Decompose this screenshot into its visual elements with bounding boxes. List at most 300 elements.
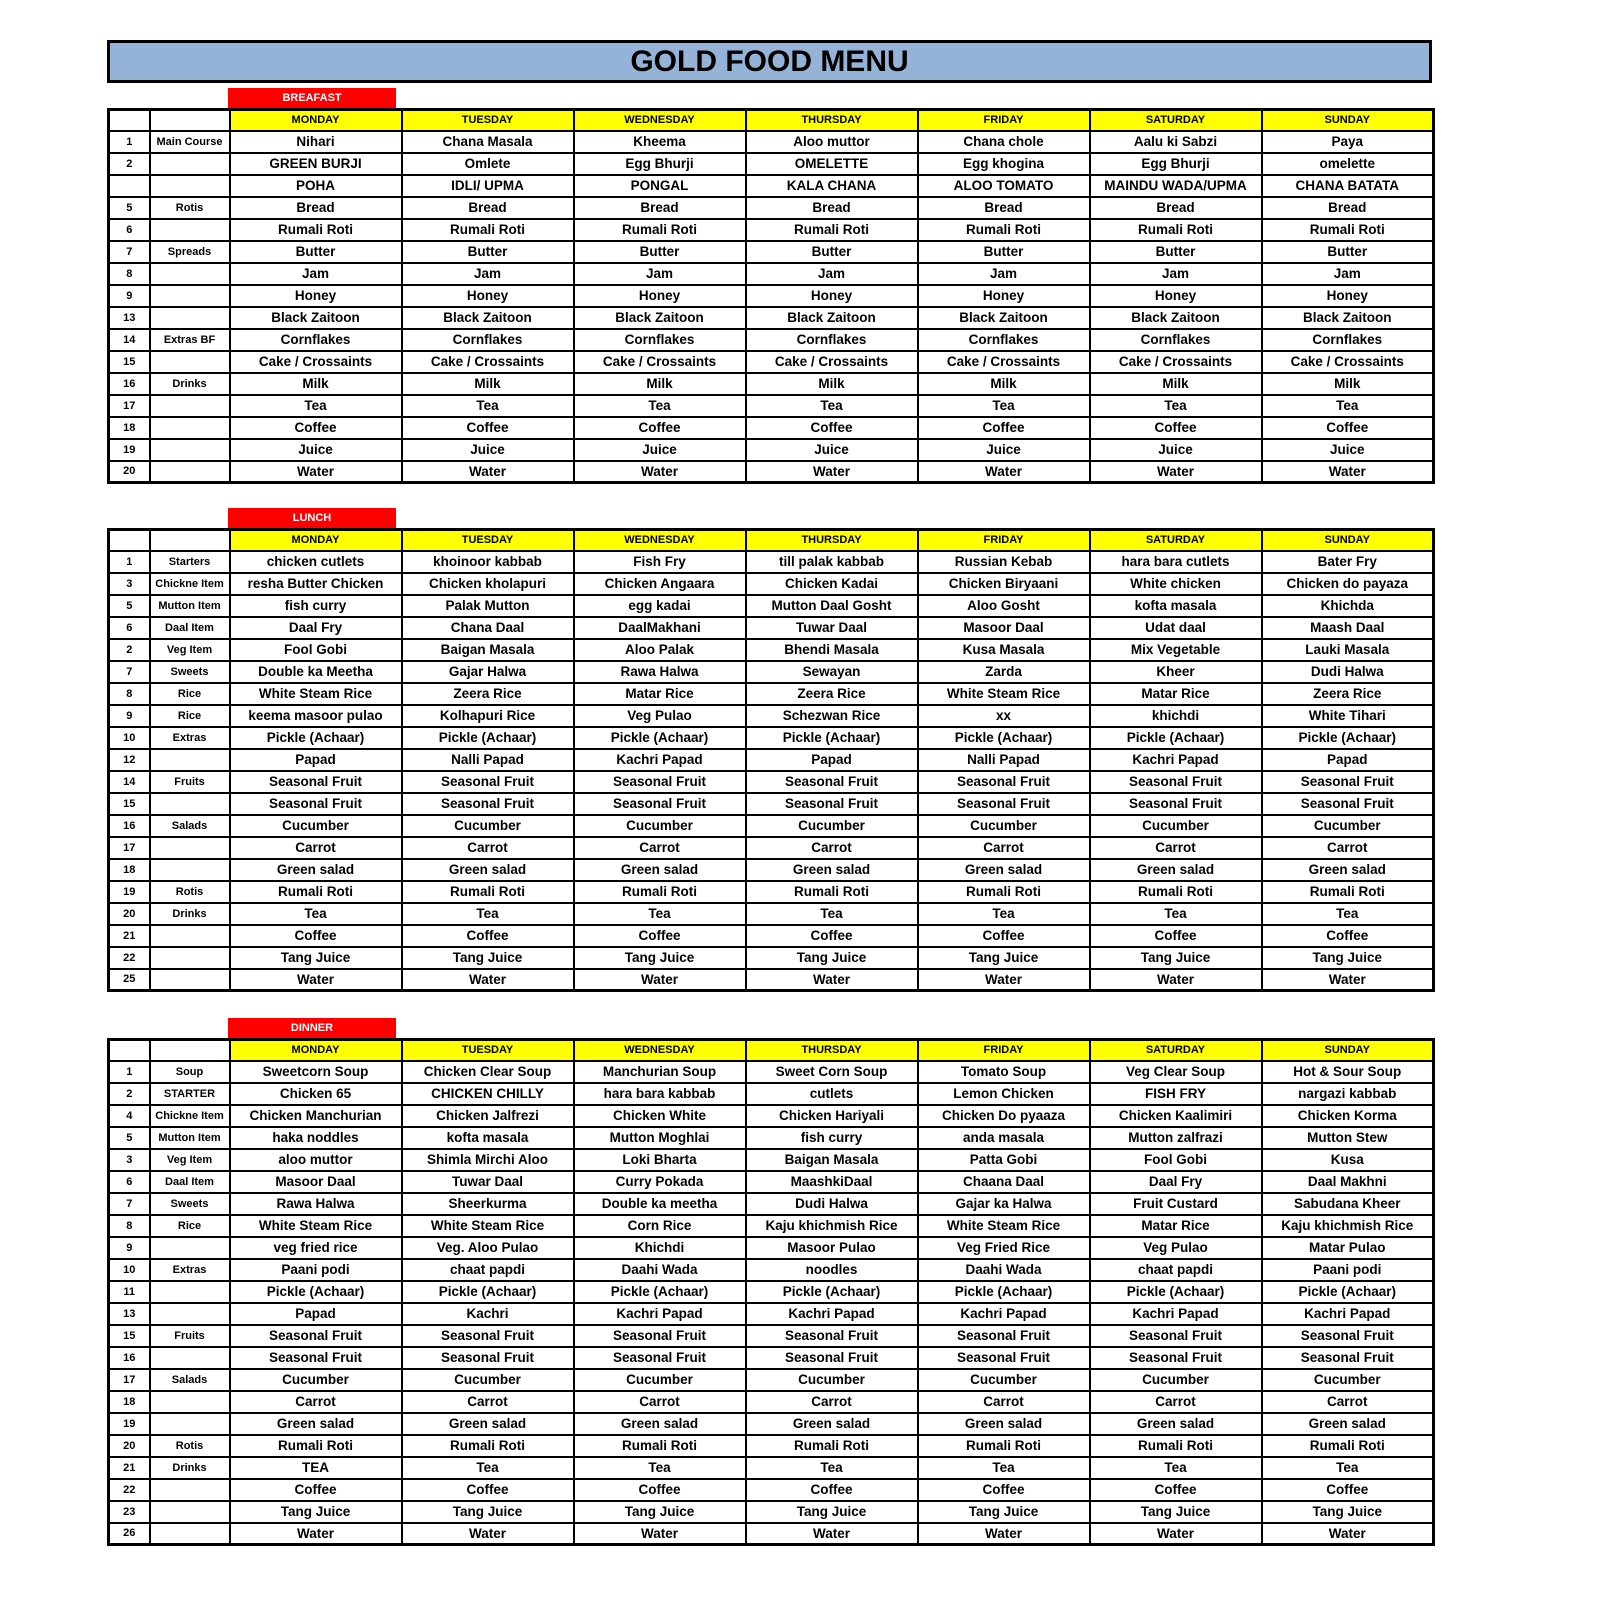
menu-item-cell-thursday: till palak kabbab	[746, 551, 918, 573]
menu-item-cell-saturday: Seasonal Fruit	[1090, 771, 1262, 793]
lunch-header-row	[109, 530, 1434, 551]
row-number-cell: 4	[109, 1105, 150, 1127]
row-number-cell: 10	[109, 1259, 150, 1281]
menu-item-cell-sunday: Carrot	[1262, 837, 1434, 859]
category-cell: Veg Item	[150, 1149, 230, 1171]
menu-item-cell-thursday: Kachri Papad	[746, 1303, 918, 1325]
row-number-cell: 25	[109, 969, 150, 991]
menu-item-cell-thursday: Seasonal Fruit	[746, 1347, 918, 1369]
menu-item-cell-friday: Chaana Daal	[918, 1171, 1090, 1193]
day-header-thursday: THURSDAY	[746, 110, 918, 131]
menu-row	[109, 329, 1434, 351]
menu-item-cell-saturday: Seasonal Fruit	[1090, 793, 1262, 815]
menu-item-cell-wednesday: Rumali Roti	[574, 881, 746, 903]
menu-item-cell-monday: Rawa Halwa	[230, 1193, 402, 1215]
menu-item-cell-wednesday: Cornflakes	[574, 329, 746, 351]
menu-item-cell-tuesday: Pickle (Achaar)	[402, 727, 574, 749]
menu-item-cell-sunday: Matar Pulao	[1262, 1237, 1434, 1259]
menu-item-cell-monday: Coffee	[230, 1479, 402, 1501]
menu-row	[109, 793, 1434, 815]
menu-item-cell-friday: Pickle (Achaar)	[918, 727, 1090, 749]
menu-row	[109, 1215, 1434, 1237]
menu-item-cell-friday: Rumali Roti	[918, 219, 1090, 241]
menu-item-cell-sunday: Tea	[1262, 903, 1434, 925]
menu-item-cell-friday: Nalli Papad	[918, 749, 1090, 771]
menu-row	[109, 1457, 1434, 1479]
menu-item-cell-sunday: Carrot	[1262, 1391, 1434, 1413]
menu-item-cell-saturday: Rumali Roti	[1090, 881, 1262, 903]
menu-item-cell-saturday: Tea	[1090, 903, 1262, 925]
menu-row	[109, 1347, 1434, 1369]
menu-item-cell-monday: Cornflakes	[230, 329, 402, 351]
menu-item-cell-sunday: Kusa	[1262, 1149, 1434, 1171]
day-header-thursday: THURSDAY	[746, 1040, 918, 1061]
menu-item-cell-friday: Seasonal Fruit	[918, 1325, 1090, 1347]
category-cell: Drinks	[150, 1457, 230, 1479]
row-number-cell: 7	[109, 241, 150, 263]
menu-item-cell-friday: Rumali Roti	[918, 881, 1090, 903]
menu-row	[109, 1149, 1434, 1171]
menu-item-cell-wednesday: Bread	[574, 197, 746, 219]
menu-item-cell-thursday: Bhendi Masala	[746, 639, 918, 661]
menu-item-cell-tuesday: Shimla Mirchi Aloo	[402, 1149, 574, 1171]
menu-item-cell-monday: Water	[230, 969, 402, 991]
menu-item-cell-sunday: Lauki Masala	[1262, 639, 1434, 661]
menu-item-cell-tuesday: IDLI/ UPMA	[402, 175, 574, 197]
category-cell: Rice	[150, 1215, 230, 1237]
menu-item-cell-saturday: Seasonal Fruit	[1090, 1325, 1262, 1347]
menu-item-cell-sunday: Cake / Crossaints	[1262, 351, 1434, 373]
menu-item-cell-monday: Black Zaitoon	[230, 307, 402, 329]
menu-item-cell-tuesday: Juice	[402, 439, 574, 461]
menu-item-cell-saturday: Fool Gobi	[1090, 1149, 1262, 1171]
menu-item-cell-monday: Sweetcorn Soup	[230, 1061, 402, 1083]
menu-item-cell-tuesday: Butter	[402, 241, 574, 263]
row-number-cell: 15	[109, 793, 150, 815]
category-cell: Extras	[150, 1259, 230, 1281]
menu-item-cell-sunday: Daal Makhni	[1262, 1171, 1434, 1193]
menu-item-cell-monday: Bread	[230, 197, 402, 219]
row-number-cell: 1	[109, 551, 150, 573]
menu-item-cell-sunday: Seasonal Fruit	[1262, 771, 1434, 793]
menu-item-cell-thursday: Sweet Corn Soup	[746, 1061, 918, 1083]
menu-item-cell-sunday: Coffee	[1262, 925, 1434, 947]
menu-item-cell-friday: Cornflakes	[918, 329, 1090, 351]
menu-item-cell-friday: Juice	[918, 439, 1090, 461]
menu-item-cell-thursday: Papad	[746, 749, 918, 771]
menu-item-cell-wednesday: Rumali Roti	[574, 1435, 746, 1457]
row-number-cell: 18	[109, 1391, 150, 1413]
category-cell	[150, 859, 230, 881]
menu-item-cell-wednesday: hara bara kabbab	[574, 1083, 746, 1105]
row-number-cell: 19	[109, 881, 150, 903]
menu-item-cell-wednesday: DaalMakhani	[574, 617, 746, 639]
row-number-cell: 19	[109, 439, 150, 461]
menu-item-cell-thursday: Zeera Rice	[746, 683, 918, 705]
menu-item-cell-saturday: Udat daal	[1090, 617, 1262, 639]
menu-row	[109, 1501, 1434, 1523]
category-cell	[150, 1237, 230, 1259]
menu-row	[109, 1171, 1434, 1193]
menu-item-cell-sunday: CHANA BATATA	[1262, 175, 1434, 197]
menu-item-cell-saturday: Mix Vegetable	[1090, 639, 1262, 661]
dinner-header-row	[109, 1040, 1434, 1061]
category-cell	[150, 395, 230, 417]
breakfast-header-row	[109, 110, 1434, 131]
menu-item-cell-sunday: Hot & Sour Soup	[1262, 1061, 1434, 1083]
category-cell	[150, 947, 230, 969]
category-cell: Rotis	[150, 1435, 230, 1457]
menu-item-cell-tuesday: Rumali Roti	[402, 219, 574, 241]
category-cell	[150, 219, 230, 241]
menu-item-cell-wednesday: Tea	[574, 903, 746, 925]
menu-item-cell-friday: Kachri Papad	[918, 1303, 1090, 1325]
breakfast-table	[107, 108, 1435, 484]
category-cell: Rice	[150, 705, 230, 727]
row-number-cell: 2	[109, 1083, 150, 1105]
menu-item-cell-thursday: Seasonal Fruit	[746, 793, 918, 815]
menu-item-cell-monday: Cake / Crossaints	[230, 351, 402, 373]
menu-item-cell-monday: haka noddles	[230, 1127, 402, 1149]
menu-item-cell-saturday: Fruit Custard	[1090, 1193, 1262, 1215]
menu-section-breakfast	[107, 88, 1432, 484]
menu-row	[109, 947, 1434, 969]
menu-item-cell-tuesday: Kachri	[402, 1303, 574, 1325]
menu-item-cell-sunday: Tang Juice	[1262, 947, 1434, 969]
menu-item-cell-friday: ALOO TOMATO	[918, 175, 1090, 197]
menu-item-cell-thursday: Cornflakes	[746, 329, 918, 351]
category-cell: Salads	[150, 815, 230, 837]
day-header-tuesday: TUESDAY	[402, 1040, 574, 1061]
menu-item-cell-thursday: MaashkiDaal	[746, 1171, 918, 1193]
menu-item-cell-wednesday: Carrot	[574, 1391, 746, 1413]
row-number-cell: 16	[109, 373, 150, 395]
menu-item-cell-monday: veg fried rice	[230, 1237, 402, 1259]
menu-item-cell-thursday: Cucumber	[746, 1369, 918, 1391]
menu-item-cell-saturday: Honey	[1090, 285, 1262, 307]
menu-row	[109, 573, 1434, 595]
menu-item-cell-thursday: Carrot	[746, 1391, 918, 1413]
menu-item-cell-monday: TEA	[230, 1457, 402, 1479]
menu-item-cell-friday: Butter	[918, 241, 1090, 263]
category-cell	[150, 1391, 230, 1413]
row-number-cell: 16	[109, 815, 150, 837]
menu-item-cell-tuesday: Seasonal Fruit	[402, 771, 574, 793]
menu-item-cell-friday: Tea	[918, 395, 1090, 417]
menu-item-cell-saturday: kofta masala	[1090, 595, 1262, 617]
menu-row	[109, 175, 1434, 197]
menu-row	[109, 771, 1434, 793]
menu-item-cell-tuesday: Seasonal Fruit	[402, 1347, 574, 1369]
menu-row	[109, 859, 1434, 881]
day-header-sunday: SUNDAY	[1262, 1040, 1434, 1061]
menu-item-cell-tuesday: Milk	[402, 373, 574, 395]
menu-item-cell-saturday: Carrot	[1090, 1391, 1262, 1413]
row-number-cell: 5	[109, 595, 150, 617]
menu-item-cell-friday: Water	[918, 461, 1090, 483]
row-number-cell: 17	[109, 395, 150, 417]
menu-item-cell-tuesday: Tuwar Daal	[402, 1171, 574, 1193]
day-header-thursday: THURSDAY	[746, 530, 918, 551]
row-number-cell: 2	[109, 153, 150, 175]
menu-item-cell-tuesday: Chicken kholapuri	[402, 573, 574, 595]
menu-item-cell-thursday: Pickle (Achaar)	[746, 1281, 918, 1303]
menu-item-cell-saturday: Kheer	[1090, 661, 1262, 683]
menu-section-lunch	[107, 508, 1432, 992]
menu-item-cell-monday: Seasonal Fruit	[230, 793, 402, 815]
menu-item-cell-friday: Coffee	[918, 1479, 1090, 1501]
menu-row	[109, 1479, 1434, 1501]
menu-item-cell-friday: Water	[918, 969, 1090, 991]
menu-item-cell-friday: Masoor Daal	[918, 617, 1090, 639]
row-number-cell: 8	[109, 1215, 150, 1237]
row-number-cell: 6	[109, 219, 150, 241]
menu-item-cell-monday: Carrot	[230, 1391, 402, 1413]
menu-item-cell-saturday: Tang Juice	[1090, 1501, 1262, 1523]
menu-item-cell-thursday: Coffee	[746, 925, 918, 947]
menu-item-cell-saturday: Veg Clear Soup	[1090, 1061, 1262, 1083]
menu-item-cell-saturday: Kachri Papad	[1090, 1303, 1262, 1325]
menu-item-cell-friday: Rumali Roti	[918, 1435, 1090, 1457]
lunch-table	[107, 528, 1435, 992]
menu-item-cell-thursday: Masoor Pulao	[746, 1237, 918, 1259]
menu-item-cell-tuesday: Tea	[402, 1457, 574, 1479]
menu-row	[109, 351, 1434, 373]
category-cell	[150, 417, 230, 439]
row-number-cell: 3	[109, 573, 150, 595]
menu-item-cell-friday: Cucumber	[918, 815, 1090, 837]
row-number-cell: 2	[109, 639, 150, 661]
menu-item-cell-tuesday: Cornflakes	[402, 329, 574, 351]
menu-item-cell-tuesday: Chicken Jalfrezi	[402, 1105, 574, 1127]
menu-item-cell-monday: Chicken Manchurian	[230, 1105, 402, 1127]
menu-item-cell-thursday: Honey	[746, 285, 918, 307]
menu-item-cell-thursday: Coffee	[746, 417, 918, 439]
menu-item-cell-monday: Tang Juice	[230, 947, 402, 969]
row-number-cell: 9	[109, 705, 150, 727]
menu-item-cell-sunday: Papad	[1262, 749, 1434, 771]
menu-item-cell-friday: Green salad	[918, 859, 1090, 881]
menu-item-cell-tuesday: Green salad	[402, 859, 574, 881]
category-cell: Extras	[150, 727, 230, 749]
menu-item-cell-saturday: Juice	[1090, 439, 1262, 461]
menu-item-cell-thursday: Green salad	[746, 859, 918, 881]
menu-item-cell-thursday: Tea	[746, 395, 918, 417]
day-header-friday: FRIDAY	[918, 1040, 1090, 1061]
menu-item-cell-tuesday: Chana Masala	[402, 131, 574, 153]
menu-item-cell-wednesday: Veg Pulao	[574, 705, 746, 727]
menu-row	[109, 131, 1434, 153]
menu-item-cell-sunday: Green salad	[1262, 859, 1434, 881]
menu-item-cell-wednesday: Coffee	[574, 417, 746, 439]
menu-item-cell-thursday: KALA CHANA	[746, 175, 918, 197]
menu-item-cell-sunday: Cornflakes	[1262, 329, 1434, 351]
menu-row	[109, 617, 1434, 639]
menu-item-cell-saturday: Water	[1090, 969, 1262, 991]
menu-item-cell-saturday: Coffee	[1090, 417, 1262, 439]
menu-item-cell-saturday: Milk	[1090, 373, 1262, 395]
menu-item-cell-thursday: Cucumber	[746, 815, 918, 837]
row-number-cell: 20	[109, 461, 150, 483]
menu-item-cell-friday: Coffee	[918, 417, 1090, 439]
menu-item-cell-friday: Chicken Biryaani	[918, 573, 1090, 595]
menu-item-cell-friday: Gajar ka Halwa	[918, 1193, 1090, 1215]
menu-item-cell-saturday: Bread	[1090, 197, 1262, 219]
menu-item-cell-tuesday: Chicken Clear Soup	[402, 1061, 574, 1083]
menu-item-cell-tuesday: Bread	[402, 197, 574, 219]
row-number-cell: 17	[109, 837, 150, 859]
menu-item-cell-sunday: Butter	[1262, 241, 1434, 263]
menu-item-cell-monday: Water	[230, 1523, 402, 1545]
menu-item-cell-monday: Nihari	[230, 131, 402, 153]
menu-item-cell-sunday: Mutton Stew	[1262, 1127, 1434, 1149]
menu-item-cell-tuesday: Carrot	[402, 1391, 574, 1413]
menu-item-cell-monday: Rumali Roti	[230, 1435, 402, 1457]
menu-item-cell-wednesday: Water	[574, 969, 746, 991]
menu-item-cell-wednesday: Green salad	[574, 859, 746, 881]
menu-item-cell-wednesday: Kachri Papad	[574, 1303, 746, 1325]
row-number-cell: 13	[109, 1303, 150, 1325]
menu-row	[109, 595, 1434, 617]
menu-item-cell-saturday: Coffee	[1090, 925, 1262, 947]
row-number-cell: 14	[109, 329, 150, 351]
menu-item-cell-friday: Water	[918, 1523, 1090, 1545]
menu-item-cell-tuesday: Tea	[402, 395, 574, 417]
menu-row	[109, 307, 1434, 329]
menu-item-cell-tuesday: White Steam Rice	[402, 1215, 574, 1237]
menu-item-cell-wednesday: Egg Bhurji	[574, 153, 746, 175]
menu-item-cell-wednesday: Seasonal Fruit	[574, 1325, 746, 1347]
menu-item-cell-friday: xx	[918, 705, 1090, 727]
menu-item-cell-thursday: Chicken Hariyali	[746, 1105, 918, 1127]
menu-item-cell-monday: Green salad	[230, 859, 402, 881]
menu-item-cell-thursday: Cake / Crossaints	[746, 351, 918, 373]
menu-row	[109, 1237, 1434, 1259]
menu-item-cell-thursday: Schezwan Rice	[746, 705, 918, 727]
category-cell: Fruits	[150, 1325, 230, 1347]
menu-item-cell-wednesday: Tang Juice	[574, 1501, 746, 1523]
menu-item-cell-monday: Milk	[230, 373, 402, 395]
day-header-wednesday: WEDNESDAY	[574, 1040, 746, 1061]
menu-item-cell-wednesday: Honey	[574, 285, 746, 307]
category-cell	[150, 285, 230, 307]
menu-item-cell-tuesday: Chana Daal	[402, 617, 574, 639]
menu-item-cell-wednesday: Mutton Moghlai	[574, 1127, 746, 1149]
menu-item-cell-tuesday: Nalli Papad	[402, 749, 574, 771]
menu-item-cell-saturday: Cake / Crossaints	[1090, 351, 1262, 373]
menu-item-cell-wednesday: Cake / Crossaints	[574, 351, 746, 373]
menu-item-cell-thursday: Baigan Masala	[746, 1149, 918, 1171]
menu-item-cell-wednesday: Chicken Angaara	[574, 573, 746, 595]
menu-item-cell-saturday: Tea	[1090, 395, 1262, 417]
menu-item-cell-monday: Tea	[230, 395, 402, 417]
row-number-cell: 14	[109, 771, 150, 793]
menu-item-cell-sunday: Jam	[1262, 263, 1434, 285]
menu-row	[109, 197, 1434, 219]
menu-item-cell-saturday: Daal Fry	[1090, 1171, 1262, 1193]
day-header-sunday: SUNDAY	[1262, 530, 1434, 551]
row-number-cell: 20	[109, 1435, 150, 1457]
menu-item-cell-friday: Chana chole	[918, 131, 1090, 153]
menu-item-cell-friday: Zarda	[918, 661, 1090, 683]
menu-item-cell-wednesday: Khichdi	[574, 1237, 746, 1259]
menu-item-cell-thursday: Aloo muttor	[746, 131, 918, 153]
menu-item-cell-wednesday: Pickle (Achaar)	[574, 1281, 746, 1303]
day-header-friday: FRIDAY	[918, 110, 1090, 131]
menu-item-cell-tuesday: Veg. Aloo Pulao	[402, 1237, 574, 1259]
menu-item-cell-friday: Seasonal Fruit	[918, 771, 1090, 793]
menu-item-cell-monday: Rumali Roti	[230, 219, 402, 241]
menu-item-cell-tuesday: Seasonal Fruit	[402, 1325, 574, 1347]
menu-row	[109, 1105, 1434, 1127]
row-number-cell: 7	[109, 661, 150, 683]
menu-item-cell-friday: Patta Gobi	[918, 1149, 1090, 1171]
menu-row	[109, 263, 1434, 285]
menu-item-cell-sunday: Paani podi	[1262, 1259, 1434, 1281]
menu-item-cell-saturday: Water	[1090, 1523, 1262, 1545]
section-label-breakfast: BREAFAST	[228, 88, 396, 108]
menu-row	[109, 815, 1434, 837]
row-number-cell: 17	[109, 1369, 150, 1391]
menu-item-cell-monday: Butter	[230, 241, 402, 263]
menu-row	[109, 219, 1434, 241]
row-number-header	[109, 110, 150, 131]
menu-item-cell-tuesday: Tea	[402, 903, 574, 925]
day-header-saturday: SATURDAY	[1090, 530, 1262, 551]
menu-item-cell-saturday: Green salad	[1090, 859, 1262, 881]
menu-item-cell-wednesday: Tang Juice	[574, 947, 746, 969]
menu-item-cell-thursday: OMELETTE	[746, 153, 918, 175]
menu-item-cell-sunday: Cucumber	[1262, 815, 1434, 837]
menu-item-cell-monday: Fool Gobi	[230, 639, 402, 661]
menu-item-cell-saturday: chaat papdi	[1090, 1259, 1262, 1281]
row-number-cell: 3	[109, 1149, 150, 1171]
row-number-header	[109, 530, 150, 551]
menu-item-cell-wednesday: Matar Rice	[574, 683, 746, 705]
row-number-cell: 8	[109, 263, 150, 285]
menu-item-cell-tuesday: Pickle (Achaar)	[402, 1281, 574, 1303]
menu-item-cell-wednesday: Green salad	[574, 1413, 746, 1435]
menu-item-cell-sunday: Chicken do payaza	[1262, 573, 1434, 595]
menu-item-cell-wednesday: Kheema	[574, 131, 746, 153]
day-header-sunday: SUNDAY	[1262, 110, 1434, 131]
menu-item-cell-sunday: Tea	[1262, 395, 1434, 417]
menu-item-cell-thursday: Seasonal Fruit	[746, 771, 918, 793]
menu-item-cell-friday: Tea	[918, 1457, 1090, 1479]
menu-item-cell-wednesday: Coffee	[574, 925, 746, 947]
menu-item-cell-thursday: Rumali Roti	[746, 219, 918, 241]
menu-item-cell-monday: Paani podi	[230, 1259, 402, 1281]
menu-row	[109, 1281, 1434, 1303]
menu-item-cell-monday: Carrot	[230, 837, 402, 859]
menu-item-cell-sunday: Water	[1262, 969, 1434, 991]
category-cell: Chickne Item	[150, 1105, 230, 1127]
menu-row	[109, 153, 1434, 175]
category-cell	[150, 307, 230, 329]
menu-item-cell-friday: Chicken Do pyaaza	[918, 1105, 1090, 1127]
category-cell: Mutton Item	[150, 595, 230, 617]
menu-item-cell-friday: Kusa Masala	[918, 639, 1090, 661]
menu-item-cell-wednesday: egg kadai	[574, 595, 746, 617]
menu-item-cell-monday: White Steam Rice	[230, 683, 402, 705]
category-cell	[150, 1523, 230, 1545]
menu-item-cell-sunday: Tea	[1262, 1457, 1434, 1479]
menu-item-cell-monday: keema masoor pulao	[230, 705, 402, 727]
menu-item-cell-friday: Tang Juice	[918, 1501, 1090, 1523]
row-number-cell: 18	[109, 859, 150, 881]
menu-item-cell-tuesday: Gajar Halwa	[402, 661, 574, 683]
menu-item-cell-sunday: Chicken Korma	[1262, 1105, 1434, 1127]
